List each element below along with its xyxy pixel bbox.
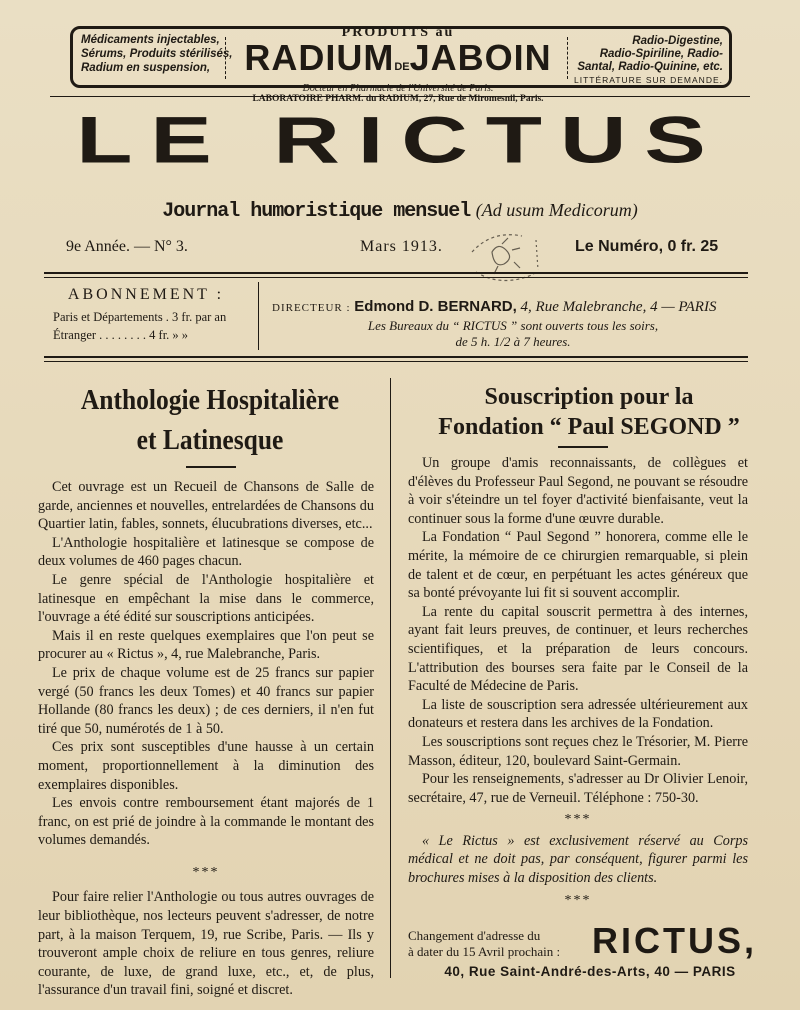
office-hours-line: de 5 h. 1/2 à 7 heures. [455, 334, 571, 349]
subtitle-latin: (Ad usum Medicorum) [475, 200, 638, 220]
left-paragraph: L'Anthologie hospitalière et latinesque se compose de deux volumes de 460 pages chacun. [38, 534, 374, 570]
ad-literature-note: LITTÉRATURE SUR DEMANDE. [574, 75, 723, 85]
library-stamp [462, 222, 548, 290]
issue-date: Mars 1913. [360, 238, 443, 255]
office-hours-line: Les Bureaux du “ RICTUS ” sont ouverts tous les soirs, [367, 318, 659, 333]
right-paragraph: La liste de souscription sera adressée ultérieurement aux donateurs et restera dans les archives de la Fondation. [408, 696, 748, 732]
ad-left-line: Médicaments injectables, [81, 34, 220, 46]
right-paragraph: Un groupe d'amis reconnaissants, de collègues et d'élèves du Professeur Paul Segond, ne pouvant se résoudre à voir s'éteindre un tel foyer d'activité bienfaisante, veut la continuer sous la forme d'une œuvre durable. [408, 455, 748, 527]
radium-advertisement [70, 25, 732, 104]
ad-right-line: Radio-Digestine, [632, 35, 723, 47]
header-divider [258, 282, 259, 350]
left-article-body [38, 478, 374, 1000]
left-paragraph: Mais il en reste quelques exemplaires que l'on peut se procurer au « Rictus », 4, rue Malebranche, Paris. [38, 627, 374, 663]
ad-left-line: Sérums, Produits stérilisés, [81, 48, 233, 60]
subscription-title: ABONNEMENT : [67, 286, 225, 303]
left-paragraph: Le prix de chaque volume est de 25 francs sur papier vergé (50 francs les deux Tomes) et 40 francs sur papier Hollande (80 francs les deux) ; de ces derniers, il n'en fut tiré que 50, numérotés de 1 à 50. [38, 664, 374, 737]
left-paragraph: Cet ouvrage est un Recueil de Chansons de Salle de garde, anciennes et nouvelles, entrelardées de Chansons du Quartier latin, fables, sonnets, élucubrations diverses, etc... [38, 479, 374, 533]
right-paragraph: La Fondation “ Paul Segond ” honorera, comme elle le mérite, la mémoire de ce chirurgien remarquable, si plein de talent et de cœur, en perpétuant les actes généreux que sa bonté prévoyante lui fit si souvent accomplir. [408, 529, 748, 602]
address-change-notice [408, 928, 560, 960]
right-article-body [408, 454, 748, 910]
left-paragraph: Le genre spécial de l'Anthologie hospitalière et latinesque en empêchant la mise dans le commerce, l'ouvrage a été édité sur souscriptions anticipées. [38, 571, 374, 626]
rictus-name: RICTUS, [592, 920, 757, 961]
ad-laboratory-line: LABORATOIRE PHARM. du RADIUM, 27, Rue de Miromesnil, Paris. [252, 94, 544, 104]
title-underline [558, 446, 608, 448]
ad-brand [233, 37, 563, 84]
right-paragraph: La rente du capital souscrit permettra à des internes, ayant fait leurs preuves, de continuer, et leurs recherches scientifiques, et la préparation de leurs concours. L'attribution des bourses sera faite par le Conseil de la Faculté de Médecine de Paris. [408, 603, 748, 695]
ad-separator [225, 37, 226, 79]
ad-left-text [81, 33, 233, 75]
ad-right-text [573, 35, 723, 87]
masthead-subtitle [150, 196, 650, 223]
address-change-line: à dater du 15 Avril prochain : [408, 944, 561, 959]
ad-center [233, 25, 563, 105]
title-underline [186, 466, 236, 468]
section-stars: *** [192, 864, 220, 880]
ad-right-line: Santal, Radio-Quinine, etc. [577, 61, 723, 73]
top-rule [50, 96, 750, 97]
notice-paragraph: « Le Rictus » est exclusivement réservé au Corps médical et ne doit pas, par conséquent, figurer parmi les brochures mises à la disposition des clients. [408, 832, 748, 887]
ad-separator [567, 37, 568, 79]
left-paragraph: Ces prix sont susceptibles d'une hausse à un certain moment, proportionnellement à la diminution des exemplaires disponibles. [38, 739, 374, 793]
left-paragraph: Les envois contre remboursement étant majorés de 1 franc, on est prié de joindre à la commande le montant des volumes demandés. [38, 795, 374, 849]
right-paragraph: Pour les renseignements, s'adresser au Dr Olivier Lenoir, secrétaire, 47, rue de Verneuil. Téléphone : 750-30. [408, 771, 748, 806]
right-article-title [404, 382, 774, 442]
left-article-title [60, 380, 359, 460]
masthead-title: LE RICTUS [76, 103, 724, 177]
ad-produits-label: PRODUITS au [341, 25, 455, 40]
right-paragraph: Les souscriptions sont reçues chez le Trésorier, M. Pierre Masson, éditeur, 120, boulevard Saint-Germain. [408, 733, 748, 769]
left-title-line: Anthologie Hospitalière [80, 384, 340, 416]
subscription-line: Étranger . . . . . . . . 4 fr. » » [53, 328, 189, 342]
new-address: 40, Rue Saint-André-des-Arts, 40 — PARIS [444, 964, 736, 979]
subscription-line: Paris et Départements . 3 fr. par an [53, 310, 227, 324]
right-title-line: Fondation “ Paul SEGOND ” [438, 414, 740, 440]
issue-number: 9e Année. — N° 3. [66, 238, 188, 255]
header-bottom-rule [44, 356, 748, 358]
address-change-line: Changement d'adresse du [408, 928, 541, 943]
header-bottom-rule [44, 361, 748, 362]
ad-right-line: Radio-Spiriline, Radio- [599, 48, 723, 60]
ad-doctor-line: Docteur en Pharmacie de l'Université de Paris. [302, 83, 494, 94]
section-stars: *** [564, 812, 592, 828]
column-divider [390, 378, 391, 978]
issue-price: Le Numéro, 0 fr. 25 [575, 238, 719, 255]
binding-paragraph: Pour faire relier l'Anthologie ou tous autres ouvrages de leur bibliothèque, nos lecteurs peuvent s'adresser, de notre part, à la maison Terquem, 19, rue Scribe, Paris. — Ils y trouveront ample choix de reliure en tous genres, reliure courante, de luxe, de grand luxe, etc., et, de plus, l'assurance d'un travail fini, soigné et discret. [38, 889, 374, 999]
right-title-line: Souscription pour la [484, 384, 694, 410]
masthead-rule [44, 272, 748, 274]
ad-brand-radium: RADIUM [244, 37, 395, 78]
subtitle-text: Journal humoristique mensuel [162, 200, 471, 223]
left-title-line: et Latinesque [136, 424, 284, 456]
ad-left-line: Radium en suspension, [81, 62, 211, 74]
section-stars: *** [564, 892, 592, 908]
director-name: Edmond D. BERNARD, [354, 298, 517, 315]
ad-brand-de: DE [394, 61, 410, 73]
director-label: DIRECTEUR : [272, 302, 351, 314]
director-address: 4, Rue Malebranche, 4 — PARIS [520, 299, 717, 315]
ad-brand-jaboin: JABOIN [409, 37, 552, 78]
masthead-rule [44, 277, 748, 278]
director-line [272, 298, 716, 316]
